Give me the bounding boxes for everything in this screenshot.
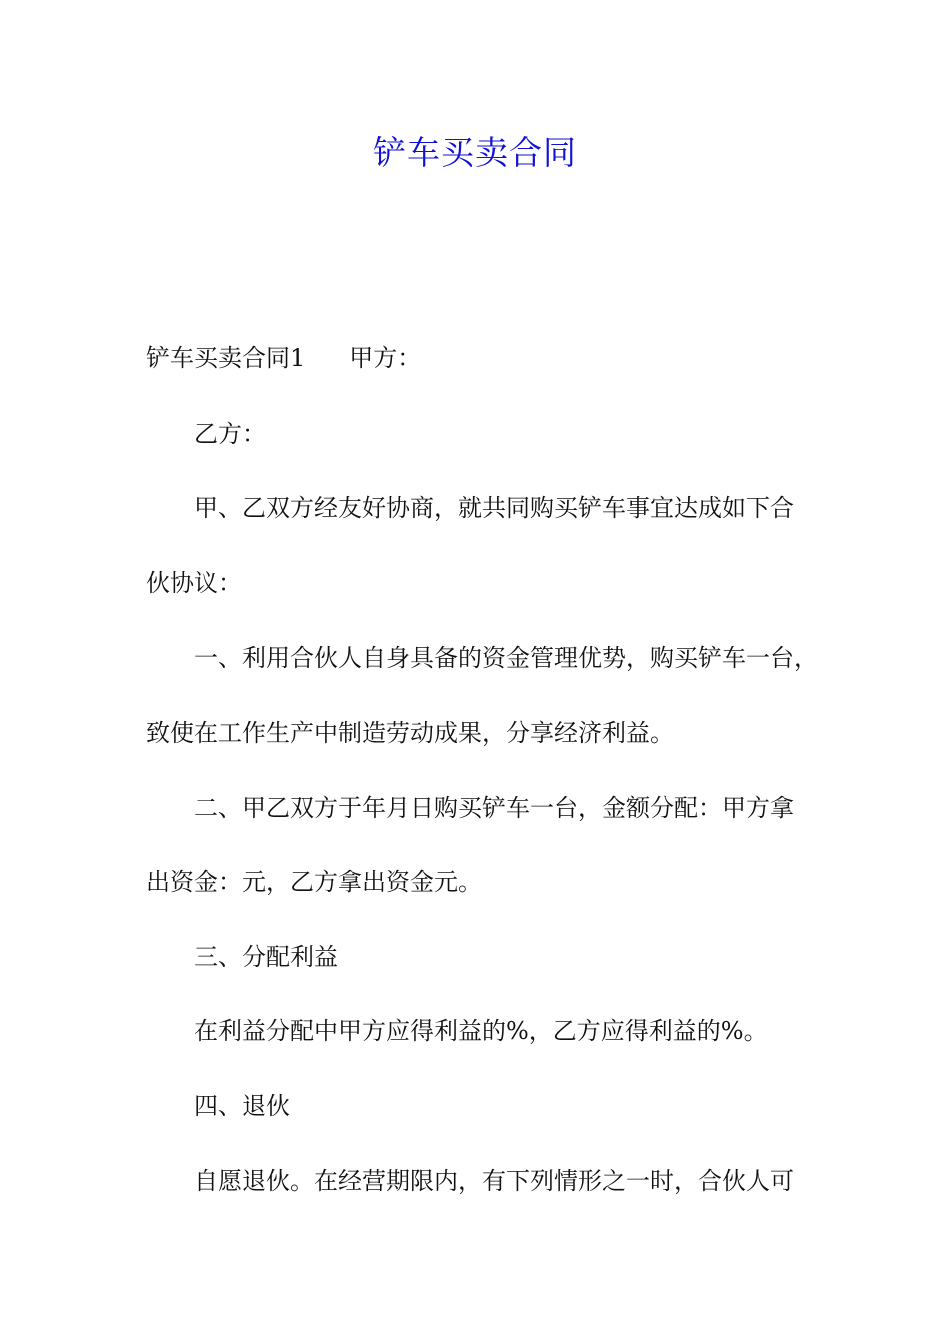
contract-heading-line <box>146 340 421 376</box>
paragraph-line: 甲、乙双方经友好协商，就共同购买铲车事宜达成如下合 <box>194 494 794 522</box>
section-heading: 四、退伙 <box>194 1092 290 1120</box>
paragraph-line: 自愿退伙。在经营期限内，有下列情形之一时，合伙人可 <box>194 1167 794 1195</box>
paragraph-line: 一、利用合伙人自身具备的资金管理优势，购买铲车一台， <box>194 644 818 672</box>
document-title: 铲车买卖合同 <box>373 133 577 172</box>
paragraph-line: 致使在工作生产中制造劳动成果，分享经济利益。 <box>146 719 674 747</box>
paragraph-line: 在利益分配中甲方应得利益的%，乙方应得利益的%。 <box>194 1017 768 1045</box>
party-a-label: 甲方： <box>349 344 422 372</box>
paragraph-line: 出资金：元，乙方拿出资金元。 <box>146 868 482 896</box>
paragraph-line: 二、甲乙双方于年月日购买铲车一台，金额分配：甲方拿 <box>194 794 794 822</box>
section-heading: 三、分配利益 <box>194 943 338 971</box>
contract-subtitle: 铲车买卖合同1 <box>146 344 306 372</box>
paragraph-line: 伙协议： <box>146 569 242 597</box>
party-b-label: 乙方： <box>194 420 266 448</box>
